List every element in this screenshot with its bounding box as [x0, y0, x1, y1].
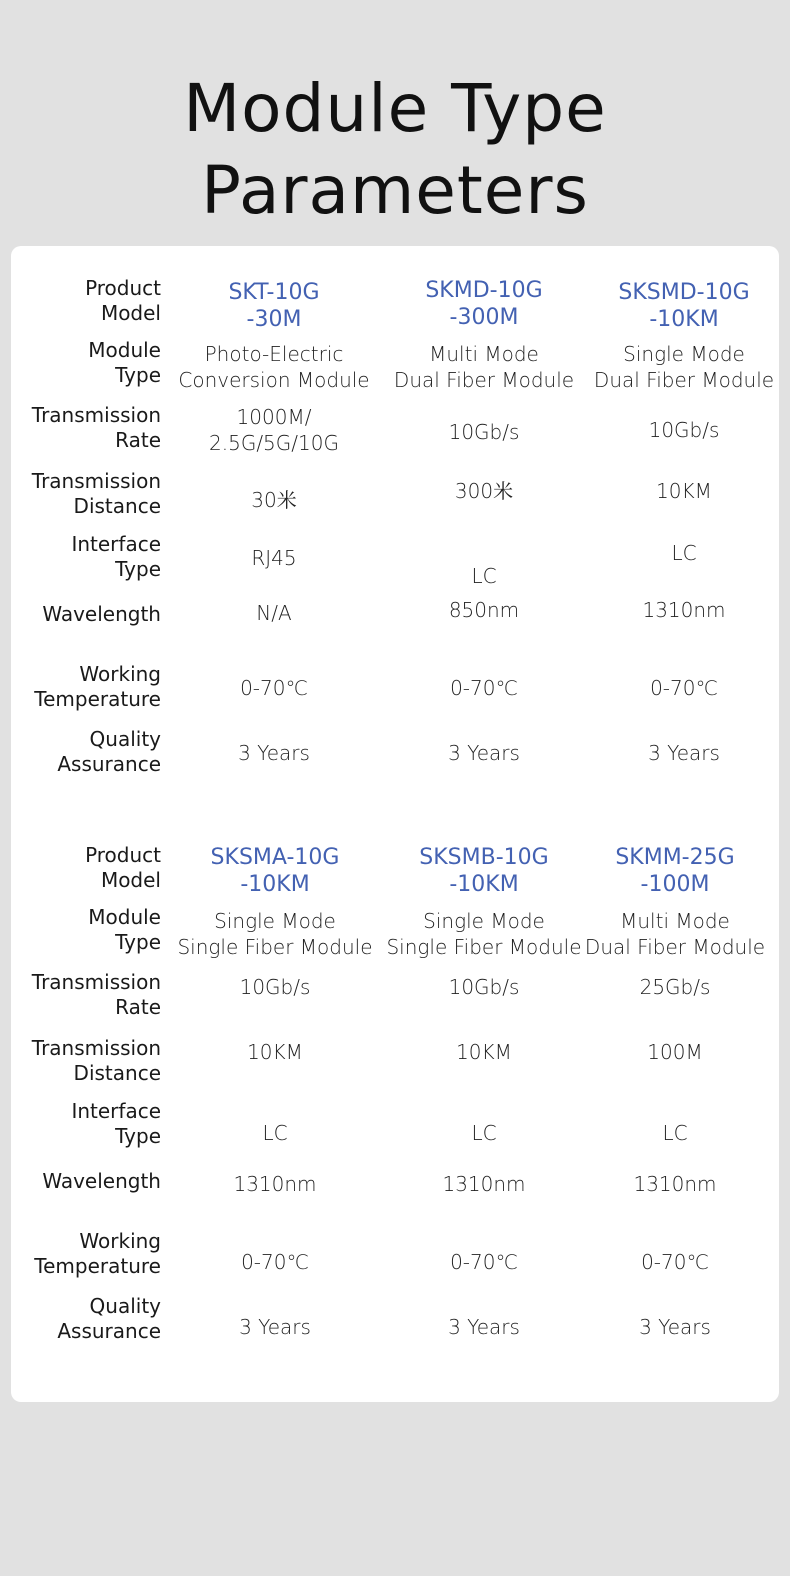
page-title: [0, 68, 790, 232]
label-line: Assurance: [57, 752, 161, 776]
value-line: 1310nm: [633, 1172, 717, 1196]
label-line: Type: [115, 1124, 161, 1148]
value-line: 3 Years: [648, 741, 720, 765]
value-cell: [379, 1171, 589, 1197]
value-line: 0-70℃: [240, 676, 308, 700]
label-line: Temperature: [34, 1254, 161, 1278]
value-cell: [379, 563, 589, 589]
label-quality-assurance: [11, 1294, 161, 1344]
value-line: Dual Fiber Module: [593, 368, 775, 392]
value-line: Multi Mode: [620, 909, 730, 933]
product-model-cell: [169, 279, 379, 333]
value-line: 10Gb/s: [448, 975, 520, 999]
value-cell: [570, 1314, 780, 1340]
label-quality-assurance: [11, 727, 161, 777]
value-line: 10KM: [247, 1040, 303, 1064]
value-line: Single Mode: [423, 909, 545, 933]
product-model-cell: [170, 844, 380, 898]
value-cell: [379, 908, 589, 960]
value-cell: [579, 597, 789, 623]
label-line: Model: [100, 868, 161, 892]
label-product-model: [11, 276, 161, 326]
value-cell: [169, 341, 379, 393]
value-line: 0-70℃: [641, 1250, 709, 1274]
value-cell: [379, 1039, 589, 1065]
parameters-card: [11, 246, 779, 1402]
value-cell: [570, 1039, 780, 1065]
value-line: Single Fiber Module: [386, 935, 582, 959]
label-line: Transmission: [31, 403, 161, 427]
value-line: 0-70℃: [450, 676, 518, 700]
value-cell: [570, 908, 780, 960]
label-line: Distance: [73, 494, 161, 518]
value-cell: [169, 545, 379, 571]
label-line: Module: [88, 905, 161, 929]
value-cell: [379, 341, 589, 393]
label-working-temperature: [11, 662, 161, 712]
value-line: SKSMD-10G: [618, 280, 750, 305]
value-line: N/A: [256, 601, 292, 625]
value-line: LC: [262, 1121, 288, 1145]
value-line: 25Gb/s: [639, 975, 711, 999]
value-cell: [579, 540, 789, 566]
value-cell: [170, 1314, 380, 1340]
value-cell: [169, 404, 379, 456]
label-line: Product: [85, 276, 161, 300]
value-line: LC: [471, 1121, 497, 1145]
label-line: Module: [88, 338, 161, 362]
label-line: Working: [79, 662, 161, 686]
value-line: Single Mode: [623, 342, 745, 366]
value-cell: [379, 974, 589, 1000]
value-line: -100M: [640, 872, 710, 897]
label-line: Temperature: [34, 687, 161, 711]
value-cell: [570, 1249, 780, 1275]
label-line: Type: [115, 363, 161, 387]
value-line: Multi Mode: [429, 342, 539, 366]
value-line: 300米: [454, 479, 514, 503]
value-line: -10KM: [649, 307, 719, 332]
label-product-model: [11, 843, 161, 893]
value-line: -10KM: [240, 872, 310, 897]
value-cell: [170, 1120, 380, 1146]
value-cell: [379, 419, 589, 445]
value-line: 3 Years: [639, 1315, 711, 1339]
value-line: 3 Years: [448, 741, 520, 765]
value-line: 0-70℃: [241, 1250, 309, 1274]
label-line: Quality: [89, 727, 161, 751]
value-line: -10KM: [449, 872, 519, 897]
value-cell: [169, 600, 379, 626]
label-transmission-rate: [11, 970, 161, 1020]
value-line: 10Gb/s: [648, 418, 720, 442]
value-cell: [379, 597, 589, 623]
value-line: SKMM-25G: [615, 845, 735, 870]
value-cell: [570, 1120, 780, 1146]
value-cell: [379, 478, 589, 504]
value-line: LC: [662, 1121, 688, 1145]
value-line: -30M: [246, 307, 302, 332]
value-line: SKMD-10G: [425, 278, 543, 303]
product-model-cell: [379, 277, 589, 331]
value-line: Photo-Electric: [204, 342, 344, 366]
label-line: Interface: [71, 532, 161, 556]
label-line: Type: [115, 930, 161, 954]
label-line: Transmission: [31, 970, 161, 994]
value-line: 1310nm: [442, 1172, 526, 1196]
value-line: SKSMA-10G: [210, 845, 340, 870]
product-model-cell: [379, 844, 589, 898]
value-cell: [579, 740, 789, 766]
value-cell: [570, 974, 780, 1000]
value-line: 1310nm: [642, 598, 726, 622]
value-line: LC: [671, 541, 697, 565]
value-cell: [579, 341, 789, 393]
product-model-cell: [579, 279, 789, 333]
value-line: Conversion Module: [178, 368, 370, 392]
value-cell: [170, 1039, 380, 1065]
label-working-temperature: [11, 1229, 161, 1279]
value-cell: [379, 675, 589, 701]
label-wavelength: [11, 1169, 161, 1194]
value-cell: [579, 478, 789, 504]
label-transmission-rate: [11, 403, 161, 453]
value-line: LC: [471, 564, 497, 588]
value-cell: [169, 487, 379, 513]
value-line: 1000M/: [236, 405, 312, 429]
value-line: SKSMB-10G: [419, 845, 549, 870]
value-line: 10Gb/s: [239, 975, 311, 999]
label-line: Rate: [115, 428, 161, 452]
label-interface-type: [11, 1099, 161, 1149]
label-line: Type: [115, 557, 161, 581]
value-line: 10KM: [656, 479, 712, 503]
label-line: Distance: [73, 1061, 161, 1085]
value-line: 2.5G/5G/10G: [209, 431, 339, 455]
label-module-type: [11, 905, 161, 955]
value-line: 10KM: [456, 1040, 512, 1064]
value-line: RJ45: [251, 546, 297, 570]
label-line: Assurance: [57, 1319, 161, 1343]
value-cell: [379, 1120, 589, 1146]
value-cell: [170, 1249, 380, 1275]
value-line: 30米: [251, 488, 297, 512]
label-transmission-distance: [11, 469, 161, 519]
product-model-cell: [570, 844, 780, 898]
label-transmission-distance: [11, 1036, 161, 1086]
label-wavelength: [11, 602, 161, 627]
value-line: 100M: [647, 1040, 703, 1064]
label-interface-type: [11, 532, 161, 582]
value-line: 850nm: [448, 598, 520, 622]
label-line: Interface: [71, 1099, 161, 1123]
label-line: Transmission: [31, 1036, 161, 1060]
value-line: Single Fiber Module: [177, 935, 373, 959]
label-line: Quality: [89, 1294, 161, 1318]
value-cell: [379, 1314, 589, 1340]
value-cell: [579, 417, 789, 443]
value-cell: [379, 740, 589, 766]
value-cell: [379, 1249, 589, 1275]
value-line: 3 Years: [239, 1315, 311, 1339]
value-cell: [169, 740, 379, 766]
value-cell: [570, 1171, 780, 1197]
value-line: 0-70℃: [450, 1250, 518, 1274]
page-title-line-2: Parameters: [201, 152, 589, 229]
label-line: Product: [85, 843, 161, 867]
value-line: 3 Years: [238, 741, 310, 765]
label-line: Transmission: [31, 469, 161, 493]
value-cell: [169, 675, 379, 701]
value-line: Dual Fiber Module: [584, 935, 766, 959]
label-line: Wavelength: [42, 602, 161, 626]
value-cell: [170, 908, 380, 960]
label-module-type: [11, 338, 161, 388]
value-cell: [170, 1171, 380, 1197]
value-line: 1310nm: [233, 1172, 317, 1196]
value-cell: [579, 675, 789, 701]
label-line: Model: [100, 301, 161, 325]
value-line: 3 Years: [448, 1315, 520, 1339]
label-line: Working: [79, 1229, 161, 1253]
page-title-line-1: Module Type: [183, 70, 607, 147]
label-line: Wavelength: [42, 1169, 161, 1193]
value-line: SKT-10G: [228, 280, 320, 305]
value-line: 0-70℃: [650, 676, 718, 700]
value-line: Dual Fiber Module: [393, 368, 575, 392]
value-line: -300M: [449, 305, 519, 330]
value-line: 10Gb/s: [448, 420, 520, 444]
value-cell: [170, 974, 380, 1000]
label-line: Rate: [115, 995, 161, 1019]
value-line: Single Mode: [214, 909, 336, 933]
